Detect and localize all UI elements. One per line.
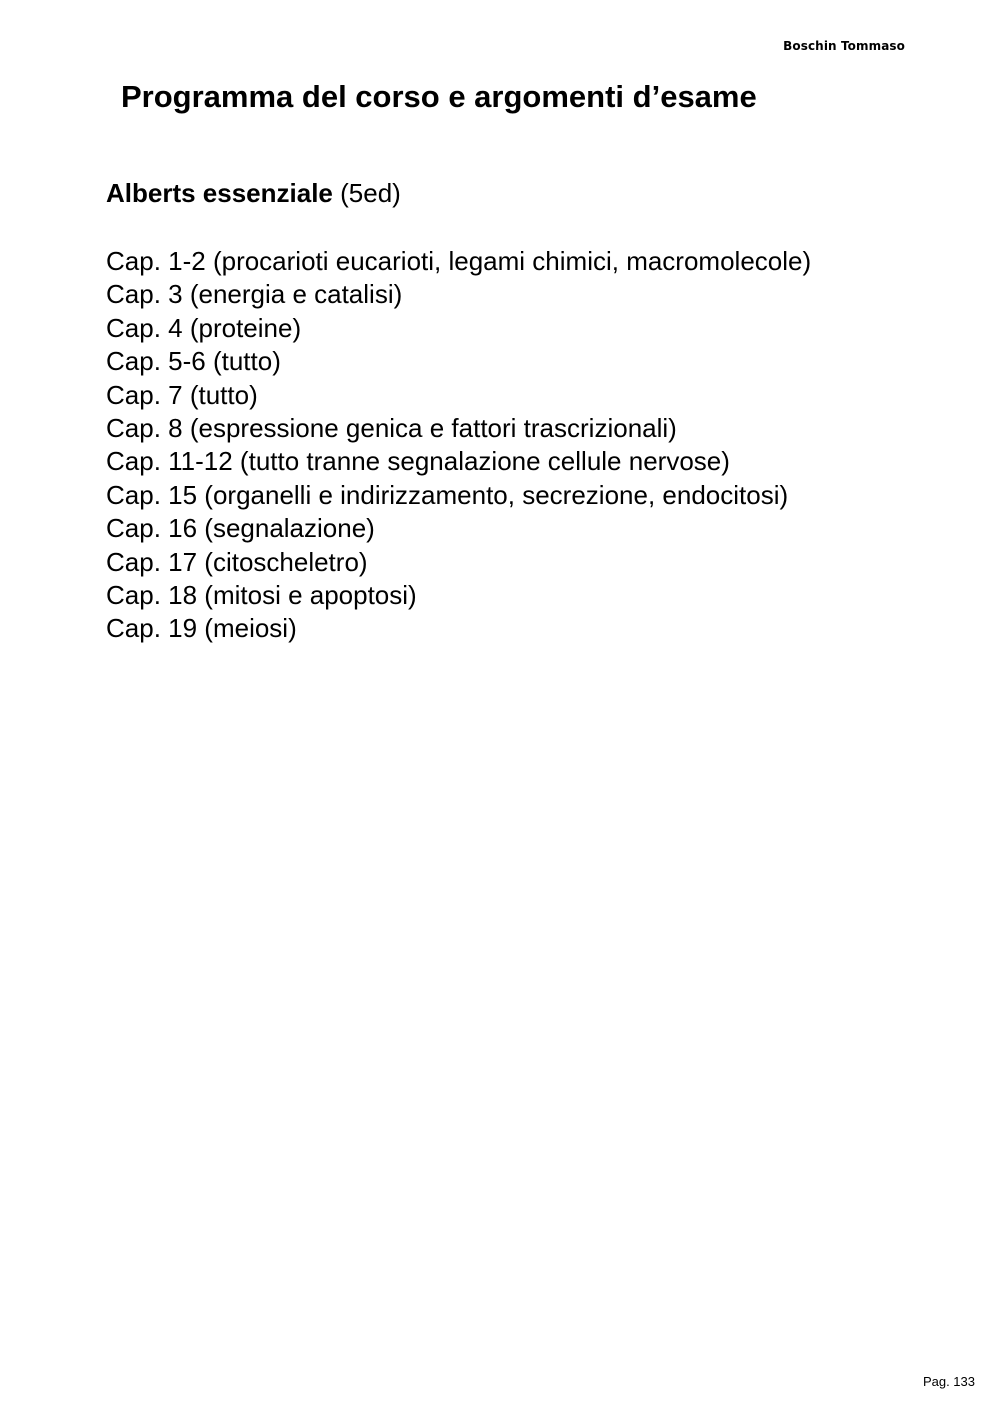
chapter-item: Cap. 1-2 (procarioti eucarioti, legami chimici, macromolecole) <box>106 246 812 276</box>
page-title: Programma del corso e argomenti d’esame <box>121 79 757 114</box>
chapter-item: Cap. 4 (proteine) <box>106 312 302 343</box>
chapter-item: Cap. 19 (meiosi) <box>106 613 297 644</box>
chapter-item: Cap. 11-12 (tutto tranne segnalazione cellule nervose) <box>106 446 730 477</box>
chapter-item: Cap. 5-6 (tutto) <box>106 346 281 377</box>
chapter-item: Cap. 15 (organelli e indirizzamento, secrezione, endocitosi) <box>106 479 789 510</box>
chapter-item: Cap. 16 (segnalazione) <box>106 513 375 544</box>
book-edition: (5ed) <box>340 178 401 208</box>
chapter-item: Cap. 7 (tutto) <box>106 379 258 410</box>
chapter-item: Cap. 17 (citoscheletro) <box>106 546 368 577</box>
page-number: Pag. 133 <box>922 1374 975 1389</box>
book-name: Alberts essenziale <box>106 178 333 208</box>
chapter-item: Cap. 3 (energia e catalisi) <box>106 279 403 310</box>
book-heading <box>106 177 401 209</box>
chapter-item: Cap. 18 (mitosi e apoptosi) <box>106 580 417 611</box>
header-author: Boschin Tommaso <box>783 39 905 53</box>
chapter-item: Cap. 8 (espressione genica e fattori trascrizionali) <box>106 413 677 444</box>
chapter-list <box>106 245 811 646</box>
